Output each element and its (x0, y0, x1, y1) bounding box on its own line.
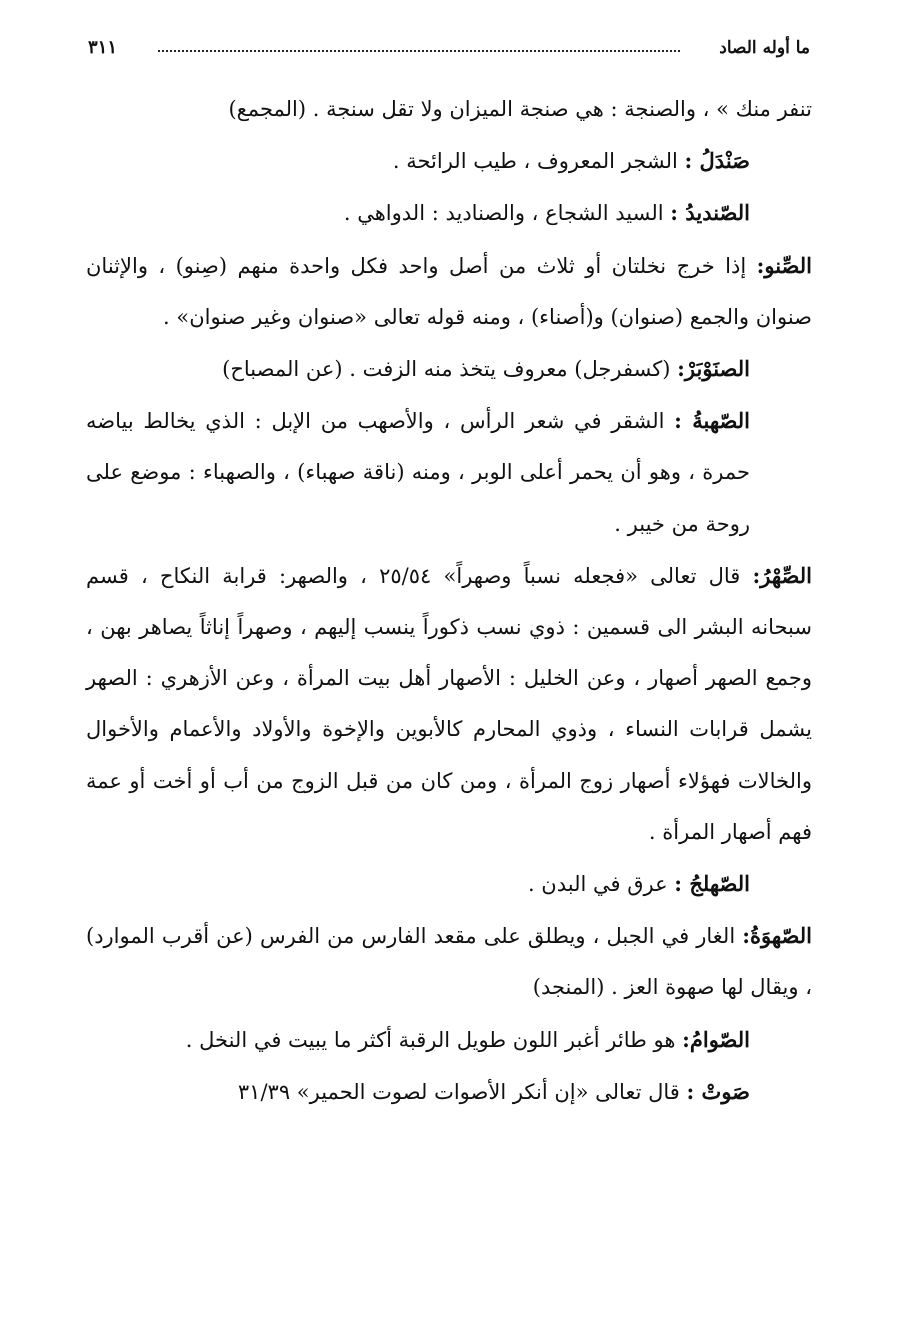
entry-text: السيد الشجاع ، والصناديد : الدواهي . (343, 201, 671, 226)
entry-term: الصّهلجُ : (674, 871, 750, 897)
entry-sinw (86, 240, 812, 343)
entry-term: الصّوامُ: (682, 1026, 750, 1052)
entry-text: الغار في الجبل ، ويطلق على مقعد الفارس من الفرس (عن أقرب الموارد) ، ويقال لها صهوة العز . (المنجد) (86, 924, 812, 1000)
entry-sahwa (86, 910, 812, 1013)
entry-term: صَوتْ : (686, 1078, 750, 1104)
entry-term: الصّهوَةُ: (742, 923, 812, 949)
page-body (86, 84, 812, 1118)
entry-sindid (86, 187, 812, 239)
entry-text: الشقر في شعر الرأس ، والأصهب من الإبل : الذي يخالط بياضه حمرة ، وهو أن يحمر أعلى الوبر ، ومنه (ناقة صهباء) ، والصهباء : موضع على روحة من خيبر . (86, 409, 750, 536)
entry-text: قال تعالى «فجعله نسباً وصهراً» ٢٥/٥٤ ، والصهر: قرابة النكاح ، قسم سبحانه البشر الى قسمين : ذوي نسب ذكوراً ينسب إليهم ، وصهراً إناثاً يصاهر بهن ، وجمع الصهر أصهار ، وعن الخليل : الأصهار أهل بيت المرأة ، وعن الأزهري : الصهر يشمل قرابات النساء ، وذوي المحارم كالأبوين والإخوة والأولاد والأعمام والأخوال والخالات فهؤلاء أصهار زوج المرأة ، ومن كان من قبل الزوج من أب أو أخت أو عمة فهم أصهار المرأة . (86, 563, 812, 844)
entry-text: (كسفرجل) معروف يتخذ منه الزفت . (عن المصباح) (222, 357, 678, 382)
entry-sawwam (86, 1014, 812, 1066)
entry-sawt (86, 1066, 812, 1118)
entry-suhba (86, 395, 812, 550)
entry-text: إذا خرج نخلتان أو ثلاث من أصل واحد فكل واحدة منهم (صِنو) ، والإثنان صنوان والجمع (صنوان) و(أصناء) ، ومنه قوله تعالى «صنوان وغير صنوان» . (86, 253, 812, 329)
entry-sihr (86, 550, 812, 858)
section-title: ما أوله الصاد (719, 38, 810, 58)
entry-term: الصِّنو: (756, 252, 812, 278)
entry-term: الصنَوْبَرْ: (677, 356, 750, 382)
header-dotted-leader (158, 50, 680, 52)
entry-sandal (86, 135, 812, 187)
page-header (88, 30, 810, 66)
entry-term: صَنْدَلُ : (684, 148, 750, 174)
entry-sahlaj (86, 858, 812, 910)
entry-text: الشجر المعروف ، طيب الرائحة . (392, 149, 685, 174)
page-number: ٣١١ (88, 37, 118, 58)
entry-text: هو طائر أغبر اللون طويل الرقبة أكثر ما يبيت في النخل . (185, 1027, 683, 1052)
entry-term: الصّهبةُ : (674, 408, 750, 434)
entry-text: قال تعالى «إن أنكر الأصوات لصوت الحمير» ٣١/٣٩ (237, 1079, 687, 1104)
entry-text: تنفر منك » ، والصنجة : هي صنجة الميزان ولا تقل سنجة . (المجمع) (228, 97, 812, 121)
entry-sanawbar (86, 343, 812, 395)
continuation-paragraph (86, 84, 812, 135)
entry-text: عرق في البدن . (527, 872, 675, 897)
entry-term: الصّنديدُ : (670, 200, 750, 226)
entry-term: الصِّهْرُ: (752, 562, 812, 588)
